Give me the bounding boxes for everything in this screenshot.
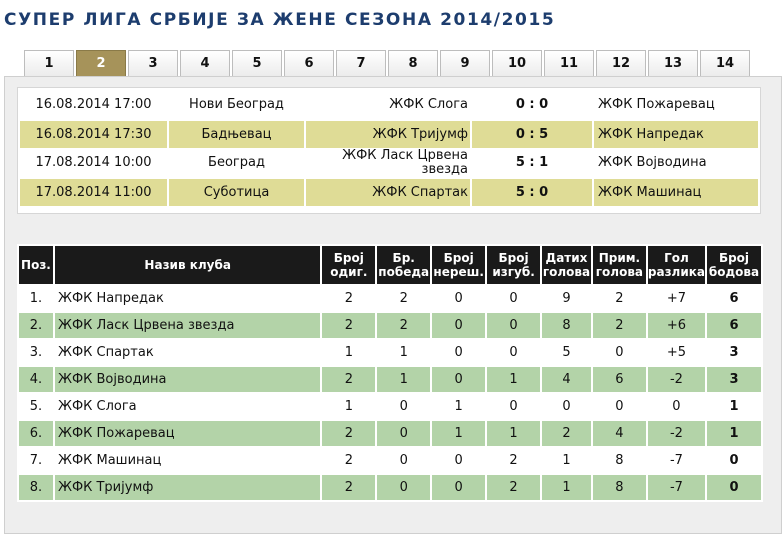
table-cell: 1 [706,393,762,420]
match-score [472,179,592,206]
table-cell: 0 [431,366,486,393]
table-cell: 8. [18,474,54,501]
table-cell: 7. [18,447,54,474]
tab-round-12[interactable]: 12 [596,50,646,76]
table-cell: 0 [431,339,486,366]
match-row [20,91,758,118]
match-score [472,121,592,148]
table-cell: 3 [706,339,762,366]
match-score-text: 0 : 0 [515,97,549,112]
standings-header-cell: Датих голова [541,245,592,285]
table-cell: 4. [18,366,54,393]
match-score-text: 5 : 1 [515,155,549,170]
table-cell: 0 [431,447,486,474]
club-name-cell: ЖФК Тријумф [54,474,322,501]
match-home-team-text: ЖФК Тријумф [372,126,468,142]
table-cell: 1 [321,339,376,366]
table-row [18,339,762,366]
match-list [17,87,761,214]
tab-round-2[interactable]: 2 [76,50,126,76]
club-name-cell: ЖФК Пожаревац [54,420,322,447]
table-cell: 0 [486,393,541,420]
table-cell: 0 [486,312,541,339]
table-cell: 0 [486,339,541,366]
standings-header-cell: Бр. победа [376,245,431,285]
match-away-team [594,91,758,118]
table-cell: 2 [321,420,376,447]
table-cell: 3. [18,339,54,366]
tab-round-4[interactable]: 4 [180,50,230,76]
table-cell: 2. [18,312,54,339]
club-name-cell: ЖФК Слога [54,393,322,420]
table-cell: 1 [376,366,431,393]
table-cell: 2 [486,474,541,501]
club-name-cell: ЖФК Напредак [54,285,322,312]
table-cell: 2 [376,312,431,339]
table-cell: 8 [592,474,647,501]
match-date-text: 16.08.2014 17:00 [35,97,152,112]
table-cell: 0 [541,393,592,420]
match-date [20,149,167,176]
standings-header-row [18,245,762,285]
match-venue [169,179,304,206]
table-cell: 2 [321,312,376,339]
match-score [472,149,592,176]
table-cell: 5. [18,393,54,420]
match-date [20,121,167,148]
page-title: СУПЕР ЛИГА СРБИЈЕ ЗА ЖЕНЕ СЕЗОНА 2014/2015 [4,10,556,30]
match-away-team-text: ЖФК Машинац [598,185,702,200]
table-cell: 0 [431,312,486,339]
match-home-team [306,179,470,206]
table-cell: 0 [706,474,762,501]
tab-round-10[interactable]: 10 [492,50,542,76]
table-cell: 9 [541,285,592,312]
standings-header-cell: Назив клуба [54,245,322,285]
table-cell: 1 [706,420,762,447]
club-name-cell: ЖФК Спартак [54,339,322,366]
standings-header-cell: Број нереш. [431,245,486,285]
table-cell: 2 [321,366,376,393]
standings-header-cell: Број изгуб. [486,245,541,285]
table-cell: 0 [376,420,431,447]
table-cell: 2 [321,447,376,474]
table-cell: 0 [431,285,486,312]
match-date [20,179,167,206]
match-venue-text: Суботица [203,185,270,200]
table-cell: 2 [321,285,376,312]
table-cell: 2 [541,420,592,447]
table-cell: +6 [647,312,706,339]
table-cell: 6 [592,366,647,393]
match-venue-text: Београд [208,155,265,170]
table-cell: -7 [647,447,706,474]
standings-header-cell: Број одиг. [321,245,376,285]
round-tabs [24,50,752,76]
table-cell: 0 [376,474,431,501]
table-cell: 1 [486,366,541,393]
table-cell: 0 [376,447,431,474]
club-name-cell: ЖФК Машинац [54,447,322,474]
standings-header-cell: Прим. голова [592,245,647,285]
table-cell: 2 [592,312,647,339]
standings-header-cell: Гол разлика [647,245,706,285]
match-venue-text: Нови Београд [189,97,284,112]
standings-header-cell: Број бодова [706,245,762,285]
match-home-team [306,121,470,148]
match-row [20,179,758,206]
table-cell: -7 [647,474,706,501]
table-cell: 6. [18,420,54,447]
table-row [18,420,762,447]
match-venue [169,149,304,176]
table-cell: 1 [541,447,592,474]
tab-round-9[interactable]: 9 [440,50,490,76]
match-row [20,121,758,148]
table-cell: 2 [321,474,376,501]
table-cell: 4 [541,366,592,393]
table-row [18,312,762,339]
standings-header-cell: Поз. [18,245,54,285]
table-cell: 2 [486,447,541,474]
tab-round-6[interactable]: 6 [284,50,334,76]
tab-round-8[interactable]: 8 [388,50,438,76]
table-cell: 0 [592,393,647,420]
table-cell: +5 [647,339,706,366]
table-cell: 0 [376,393,431,420]
tab-round-13[interactable]: 13 [648,50,698,76]
table-cell: 0 [592,339,647,366]
match-home-team-text: ЖФК Слога [389,96,468,112]
match-home-team-text: ЖФК Ласк Црвена звезда [342,147,468,177]
match-home-team [306,149,470,176]
tab-round-7[interactable]: 7 [336,50,386,76]
match-home-team-text: ЖФК Спартак [372,184,468,200]
table-row [18,285,762,312]
table-cell: 1 [321,393,376,420]
table-cell: 3 [706,366,762,393]
tab-round-14[interactable]: 14 [700,50,750,76]
standings-table [17,244,763,502]
table-cell: 1 [431,420,486,447]
tab-round-5[interactable]: 5 [232,50,282,76]
table-cell: 1 [431,393,486,420]
match-away-team-text: ЖФК Војводина [598,155,707,170]
match-venue [169,121,304,148]
match-score-text: 5 : 0 [515,185,549,200]
tab-round-1[interactable]: 1 [24,50,74,76]
table-cell: 2 [376,285,431,312]
match-date [20,91,167,118]
match-score-text: 0 : 5 [515,127,549,142]
table-cell: 6 [706,312,762,339]
table-cell: -2 [647,366,706,393]
table-row [18,474,762,501]
match-date-text: 17.08.2014 10:00 [35,155,152,170]
match-away-team [594,149,758,176]
match-score [472,91,592,118]
match-venue-text: Бадњевац [201,127,272,142]
match-date-text: 16.08.2014 17:30 [35,127,152,142]
match-row [20,149,758,176]
table-row [18,393,762,420]
table-cell: 8 [541,312,592,339]
tab-round-11[interactable]: 11 [544,50,594,76]
match-away-team-text: ЖФК Пожаревац [598,97,715,112]
table-cell: -2 [647,420,706,447]
table-cell: 1 [541,474,592,501]
club-name-cell: ЖФК Војводина [54,366,322,393]
table-cell: 0 [431,474,486,501]
table-cell: 0 [706,447,762,474]
table-cell: 8 [592,447,647,474]
table-cell: 2 [592,285,647,312]
tab-round-3[interactable]: 3 [128,50,178,76]
match-venue [169,91,304,118]
table-row [18,447,762,474]
table-row [18,366,762,393]
table-cell: 0 [486,285,541,312]
table-cell: 0 [647,393,706,420]
match-date-text: 17.08.2014 11:00 [35,185,152,200]
table-cell: 6 [706,285,762,312]
match-away-team [594,121,758,148]
match-away-team [594,179,758,206]
match-home-team [306,91,470,118]
table-cell: 1. [18,285,54,312]
table-cell: 5 [541,339,592,366]
table-cell: 1 [486,420,541,447]
table-cell: 1 [376,339,431,366]
table-cell: 4 [592,420,647,447]
match-away-team-text: ЖФК Напредак [598,127,704,142]
table-cell: +7 [647,285,706,312]
club-name-cell: ЖФК Ласк Црвена звезда [54,312,322,339]
